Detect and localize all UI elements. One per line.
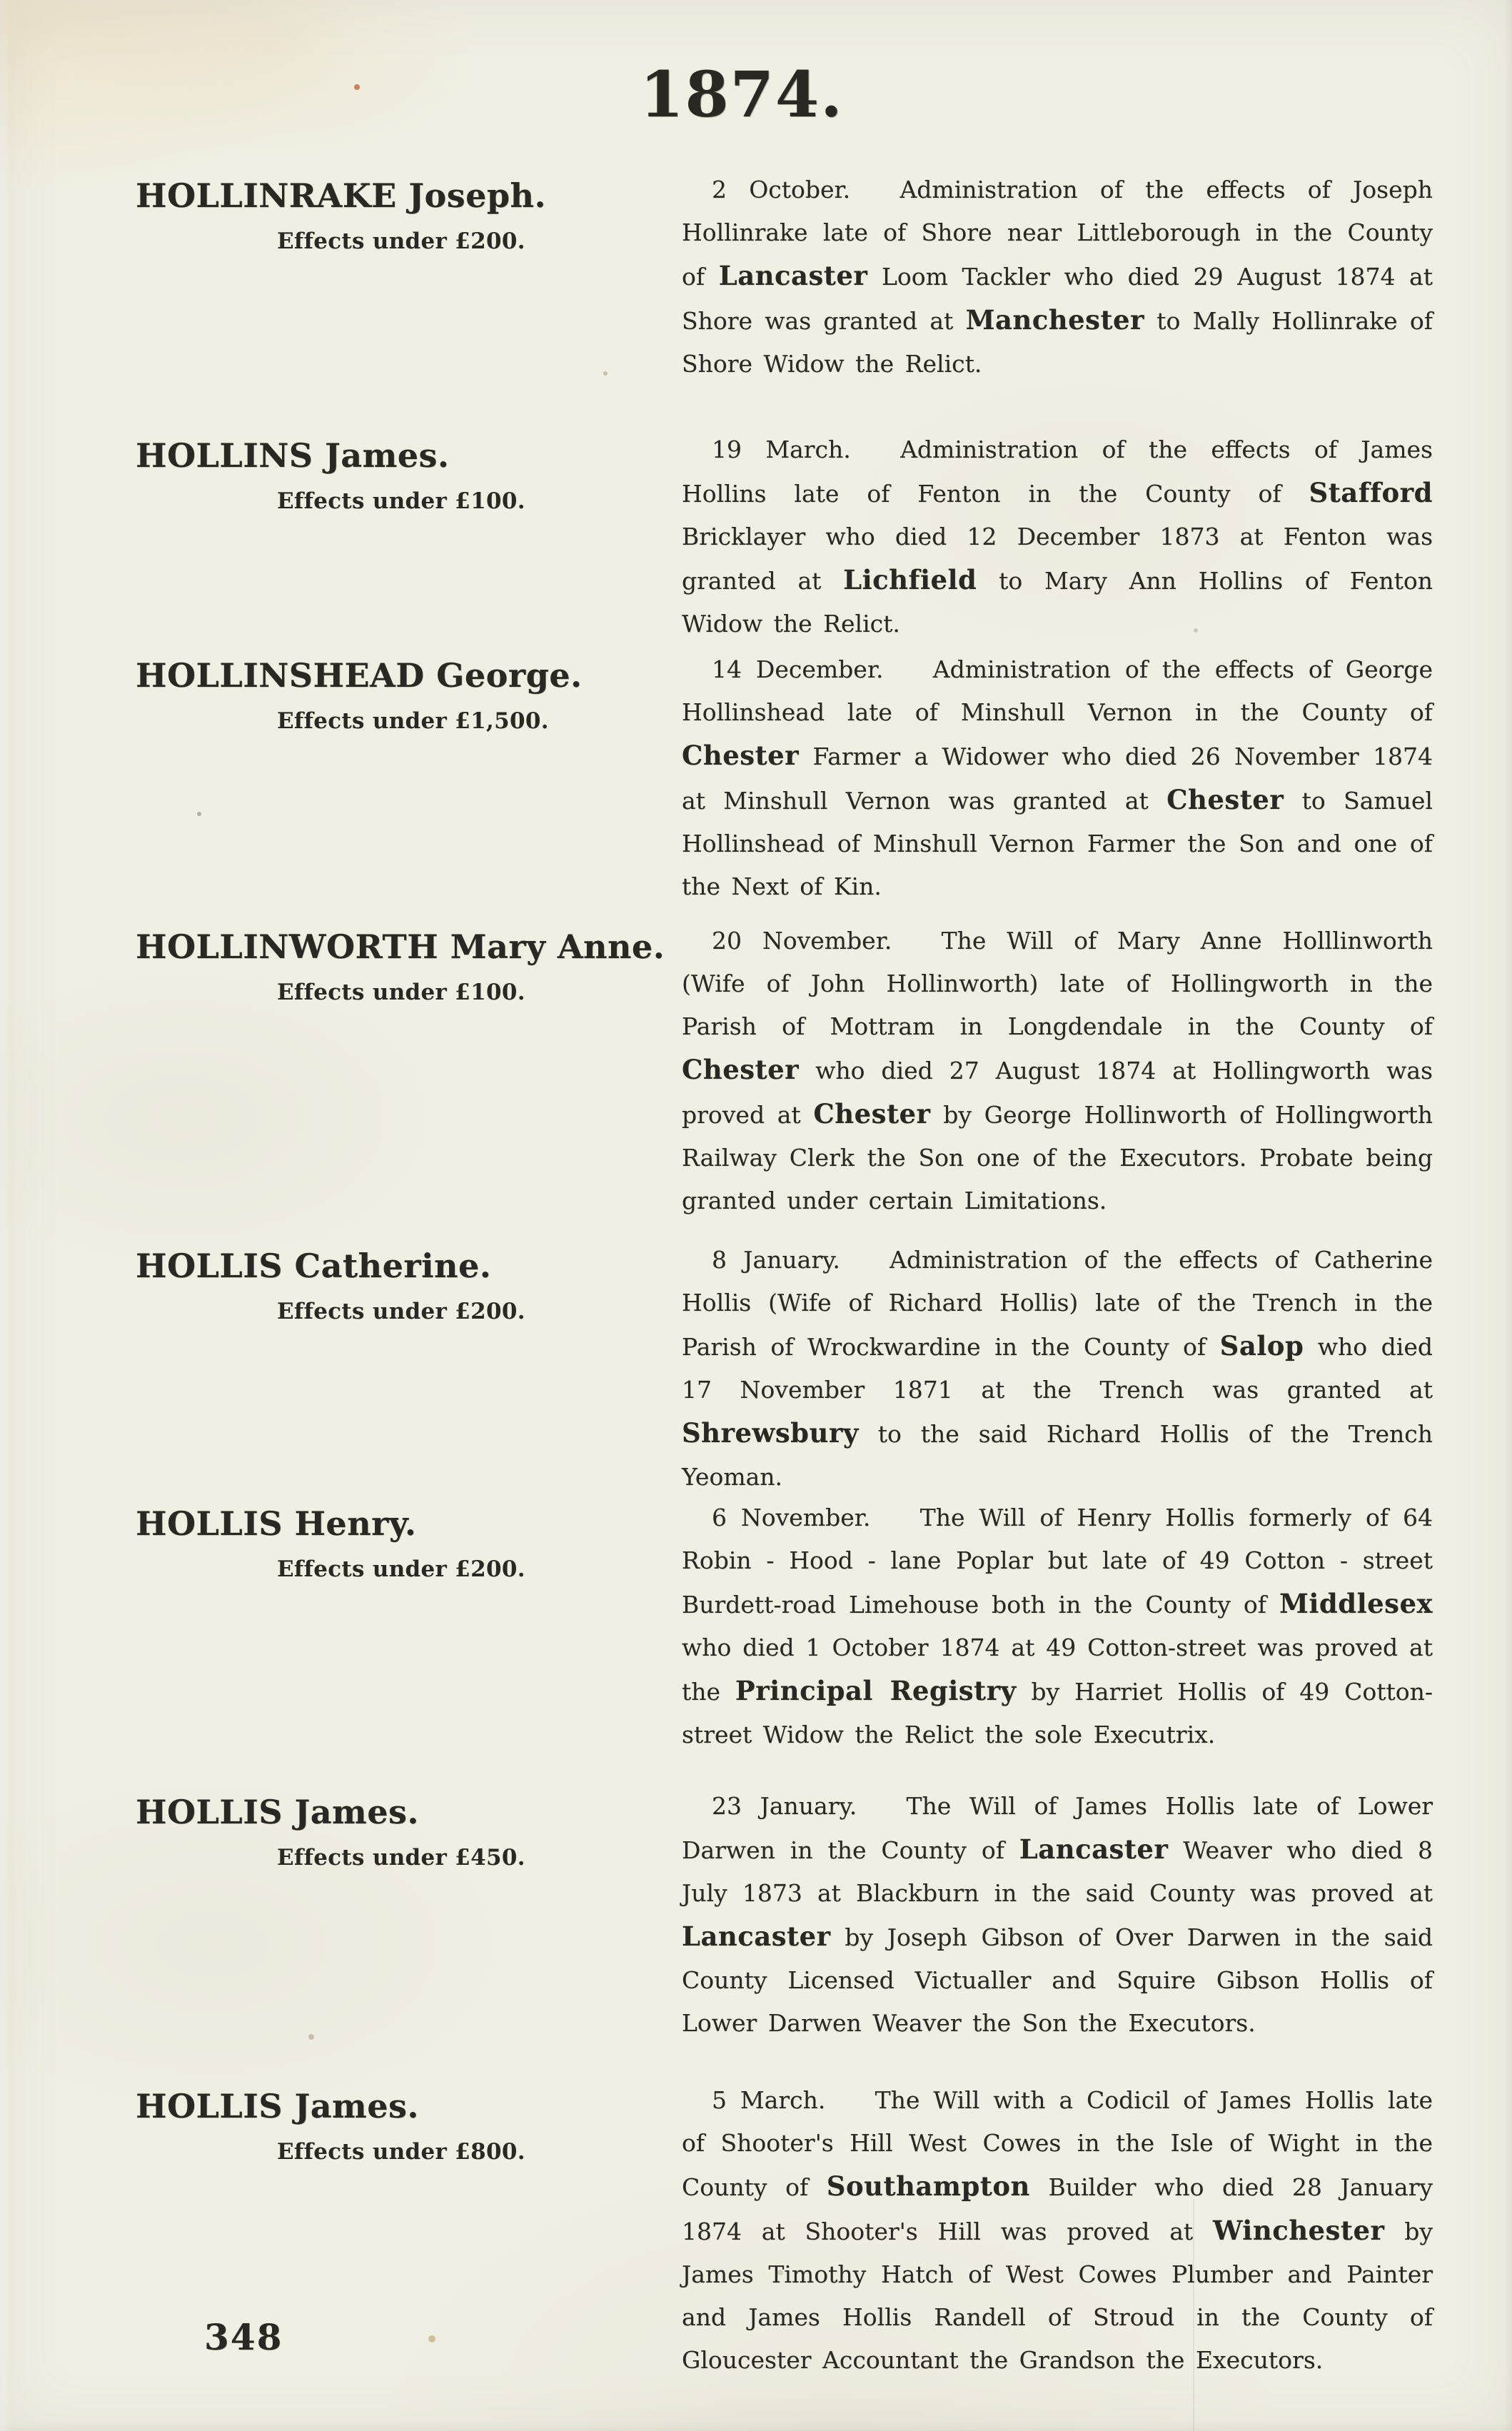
registry-name-bold: Chester [682,740,800,771]
entry-left-column [136,1496,650,1582]
text-segment: to Mary Ann Hollins of Fenton Widow the Relict. [682,567,1433,638]
entry-grant-text [682,2079,1433,2382]
grant-date: 6 November. [712,1504,871,1531]
entry-left-column [136,2079,650,2165]
entry-right-column [682,428,1433,645]
entry-name: HOLLINWORTH Mary Anne. [136,927,665,966]
text-segment: who died 27 August 1874 at Hollingworth was proved at [682,1057,1433,1129]
entry-name: HOLLIS Catherine. [136,1247,492,1285]
grant-date: 20 November. [712,927,892,955]
grant-date: 23 January. [712,1792,857,1820]
text-segment: The Will of James Hollis late of Lower Darwen in the County of [682,1792,1433,1864]
text-segment: who died 17 November 1871 at the Trench was granted at [682,1333,1433,1404]
entry-left-column [136,428,650,514]
registry-name-bold: Principal Registry [735,1675,1017,1706]
registry-name-bold: Chester [813,1098,931,1129]
entry-effects-value: Effects under £1,500. [277,708,549,734]
entry-name: HOLLINS James. [136,436,450,475]
entry-effects-value: Effects under £200. [277,1299,525,1324]
text-segment: Administration of the effects of James Hollins late of Fenton in the County of [682,436,1433,508]
text-segment: Loom Tackler who died 29 August 1874 at Shore was granted at [682,263,1433,335]
entry-name: HOLLINSHEAD George. [136,656,583,695]
text-segment: Farmer a Widower who died 26 November 1874 at Minshull Vernon was granted at [682,743,1433,815]
registry-name-bold: Chester [1166,784,1284,815]
text-segment: to Mally Hollinrake of Shore Widow the Relict. [682,307,1433,378]
text-segment: to the said Richard Hollis of the Trench Yeoman. [682,1420,1433,1491]
entry-left-column [136,168,650,254]
entry-grant-text [682,168,1433,386]
entry-grant-text [682,1785,1433,2045]
entry-right-column [682,2079,1433,2382]
page-number: 348 [204,2316,283,2358]
registry-name-bold: Lancaster [682,1921,831,1952]
entry-effects-value: Effects under £200. [277,228,525,254]
grant-date: 5 March. [712,2086,826,2114]
registry-name-bold: Chester [682,1054,800,1085]
text-segment: Administration of the effects of Catherine Hollis (Wife of Richard Hollis) late of the Trench in the Parish of Wrockwardine in the County of [682,1246,1433,1361]
grant-date: 2 October. [712,176,851,203]
entry-name: HOLLIS James. [136,2087,419,2125]
text-segment: Builder who died 28 January 1874 at Shooter's Hill was proved at [682,2173,1433,2245]
text-segment: by Harriet Hollis of 49 Cotton-street Widow the Relict the sole Executrix. [682,1678,1433,1748]
text-segment: to Samuel Hollinshead of Minshull Vernon Farmer the Son and one of the Next of Kin. [682,787,1433,900]
entry-grant-text [682,920,1433,1222]
entry-effects-value: Effects under £200. [277,1556,525,1582]
entry-left-column [136,1785,650,1871]
entry-effects-value: Effects under £450. [277,1845,525,1871]
entry-effects-value: Effects under £100. [277,488,525,514]
year-heading: 1874. [640,57,844,131]
entry-left-column [136,1239,650,1324]
entry-left-column [136,648,650,734]
text-segment: by James Timothy Hatch of West Cowes Plumber and Painter and James Hollis Randell of Stroud in the County of Gloucester Accountant the Grandson the Executors. [682,2218,1433,2374]
registry-name-bold: Southampton [826,2170,1030,2202]
text-segment: by George Hollinworth of Hollingworth Railway Clerk the Son one of the Executors. Probate being granted under certain Limitations. [682,1101,1433,1214]
text-segment: The Will of Mary Anne Holllinworth (Wife of John Hollinworth) late of Hollingworth in the Parish of Mottram in Longdendale in the County of [682,927,1433,1040]
entry-right-column [682,1239,1433,1499]
entry-grant-text [682,428,1433,645]
registry-name-bold: Lancaster [1019,1833,1169,1865]
registry-name-bold: Manchester [965,304,1145,336]
entry-effects-value: Effects under £100. [277,980,525,1005]
text-segment: Weaver who died 8 July 1873 at Blackburn in the said County was proved at [682,1836,1433,1907]
entry-grant-text [682,1239,1433,1499]
entry-grant-text [682,1496,1433,1756]
entry-right-column [682,1496,1433,1756]
registry-name-bold: Winchester [1212,2215,1385,2246]
entry-name: HOLLINRAKE Joseph. [136,176,546,215]
entry-right-column [682,168,1433,386]
registry-name-bold: Lichfield [843,564,977,595]
text-segment: The Will with a Codicil of James Hollis late of Shooter's Hill West Cowes in the Isle of Wight in the County of [682,2086,1433,2201]
entry-name: HOLLIS Henry. [136,1504,417,1543]
registry-name-bold: Salop [1219,1330,1304,1362]
entry-right-column [682,1785,1433,2045]
text-segment: Administration of the effects of Joseph Hollinrake late of Shore near Littleborough in the County of [682,176,1433,291]
text-segment: Administration of the effects of George Hollinshead late of Minshull Vernon in the County of [682,655,1433,726]
grant-date: 14 December. [712,655,884,683]
registry-name-bold: Shrewsbury [682,1417,859,1449]
registry-name-bold: Middlesex [1279,1588,1433,1619]
entry-name: HOLLIS James. [136,1793,419,1831]
entry-right-column [682,920,1433,1222]
entry-left-column [136,920,665,1005]
text-segment: by Joseph Gibson of Over Darwen in the said County Licensed Victualler and Squire Gibson Hollis of Lower Darwen Weaver the Son the Executors. [682,1923,1433,2037]
registry-name-bold: Stafford [1309,477,1433,508]
entry-effects-value: Effects under £800. [277,2139,525,2165]
text-segment: Bricklayer who died 12 December 1873 at Fenton was granted at [682,523,1433,595]
text-segment: The Will of Henry Hollis formerly of 64 Robin - Hood - lane Poplar but late of 49 Cotton - street Burdett-road Limehouse both in the County of [682,1504,1433,1619]
text-segment: who died 1 October 1874 at 49 Cotton-street was proved at the [682,1634,1433,1706]
entry-right-column [682,648,1433,908]
registry-name-bold: Lancaster [718,260,868,291]
grant-date: 19 March. [712,436,851,463]
entry-grant-text [682,648,1433,908]
grant-date: 8 January. [712,1246,840,1274]
